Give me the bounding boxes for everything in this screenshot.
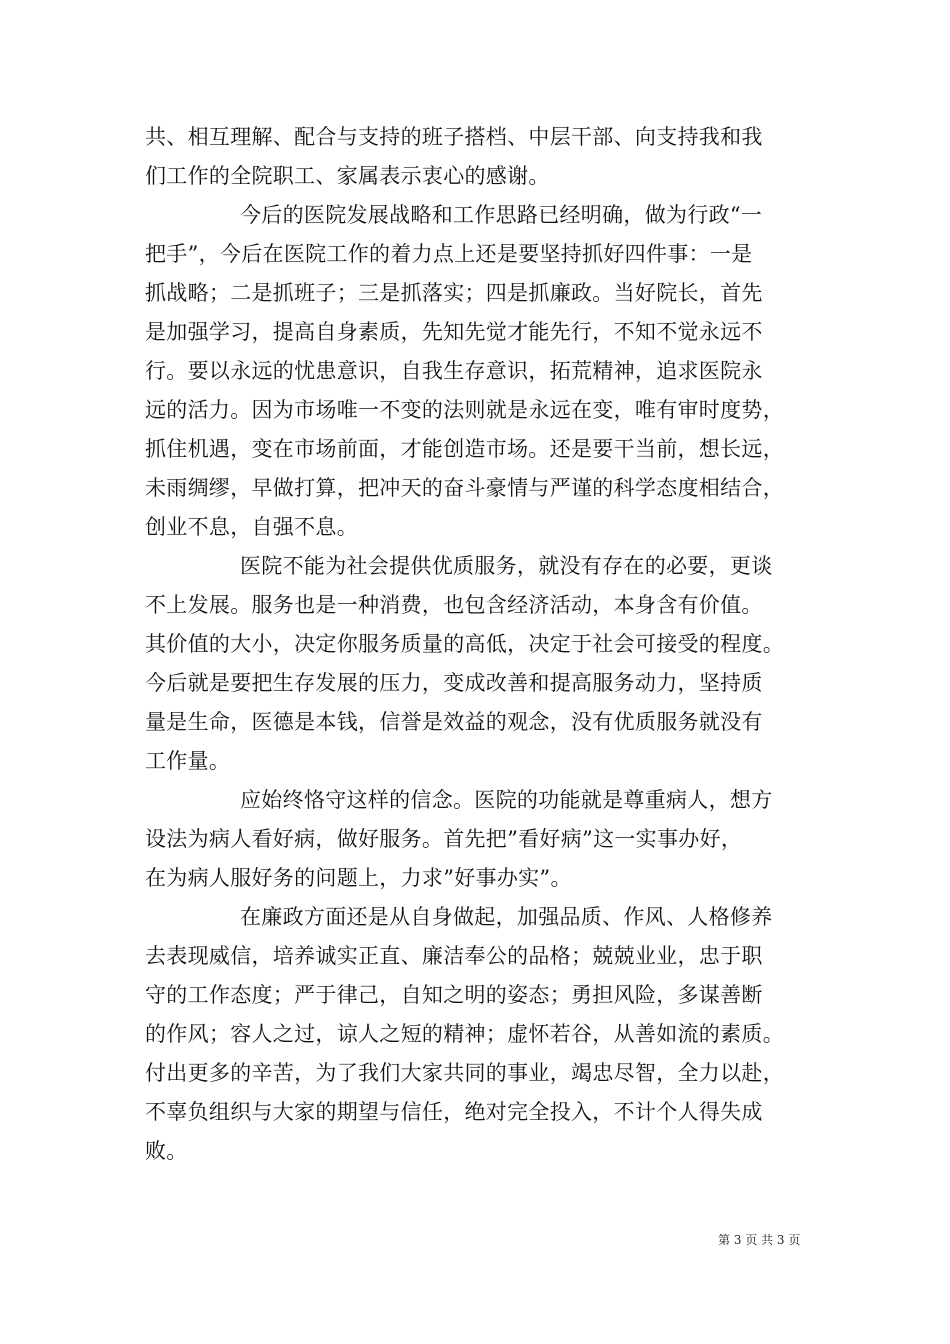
text-line: 共、相互理解、配合与支持的班子搭档、中层干部、向支持我和我 (145, 125, 763, 149)
text-line: 不辜负组织与大家的期望与信任，绝对完全投入，不计个人得失成 (145, 1100, 763, 1124)
text-line: 量是生命，医德是本钱，信誉是效益的观念，没有优质服务就没有 (145, 710, 763, 734)
text-line: 败。 (145, 1139, 188, 1163)
text-line: 在廉政方面还是从自身做起，加强品质、作风、人格修养 (240, 905, 773, 929)
paragraph (145, 781, 825, 898)
text-line: 远的活力。因为市场唯一不变的法则就是永远在变，唯有审时度势， (145, 398, 784, 422)
text-line: 抓战略；二是抓班子；三是抓落实；四是抓廉政。当好院长，首先 (145, 281, 763, 305)
text-line: 工作量。 (145, 749, 231, 773)
text-line: 去表现威信，培养诚实正直、廉洁奉公的品格；兢兢业业，忠于职 (145, 944, 763, 968)
document-body (145, 118, 825, 1171)
paragraph (145, 898, 825, 1171)
text-line: 设法为病人看好病，做好服务。首先把”看好病”这一实事办好， (145, 827, 743, 851)
page-number-footer: 第 3 页 共 3 页 (718, 1233, 801, 1247)
text-line: 未雨绸缪，早做打算，把冲天的奋斗豪情与严谨的科学态度相结合， (145, 476, 784, 500)
paragraph (145, 196, 825, 547)
text-line: 应始终恪守这样的信念。医院的功能就是尊重病人，想方 (240, 788, 773, 812)
text-line: 创业不息，自强不息。 (145, 515, 358, 539)
text-line: 不上发展。服务也是一种消费，也包含经济活动，本身含有价值。 (145, 593, 763, 617)
text-line: 今后就是要把生存发展的压力，变成改善和提高服务动力，坚持质 (145, 671, 763, 695)
paragraph (145, 118, 825, 196)
text-line: 守的工作态度；严于律己，自知之明的姿态；勇担风险，多谋善断 (145, 983, 763, 1007)
text-line: 今后的医院发展战略和工作思路已经明确，做为行政“一 (240, 203, 763, 227)
text-line: 付出更多的辛苦，为了我们大家共同的事业，竭忠尽智，全力以赴， (145, 1061, 784, 1085)
text-line: 其价值的大小，决定你服务质量的高低，决定于社会可接受的程度。 (145, 632, 784, 656)
text-line: 把手”，今后在医院工作的着力点上还是要坚持抓好四件事：一是 (145, 242, 753, 266)
text-line: 医院不能为社会提供优质服务，就没有存在的必要，更谈 (240, 554, 773, 578)
text-line: 抓住机遇，变在市场前面，才能创造市场。还是要干当前，想长远， (145, 437, 784, 461)
text-line: 是加强学习，提高自身素质，先知先觉才能先行，不知不觉永远不 (145, 320, 763, 344)
text-line: 的作风；容人之过，谅人之短的精神；虚怀若谷，从善如流的素质。 (145, 1022, 784, 1046)
paragraph (145, 547, 825, 781)
text-line: 们工作的全院职工、家属表示衷心的感谢。 (145, 164, 550, 188)
text-line: 行。要以永远的忧患意识，自我生存意识，拓荒精神，追求医院永 (145, 359, 763, 383)
text-line: 在为病人服好务的问题上，力求”好事办实”。 (145, 866, 572, 890)
